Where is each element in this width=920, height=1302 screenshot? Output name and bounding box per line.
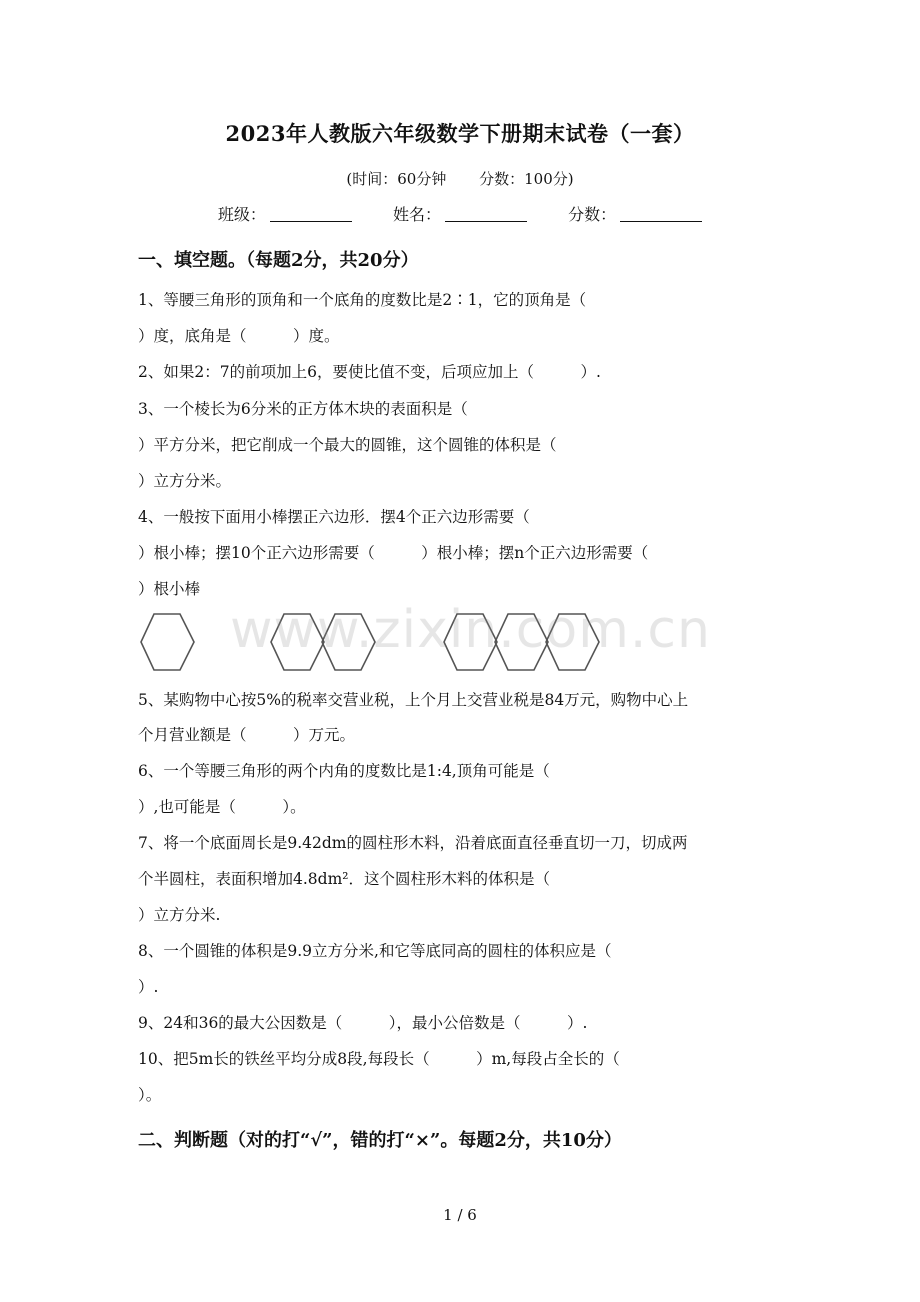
hexagon-1 [141,614,194,670]
watermark: www.zixin.com.cn [230,600,711,660]
question-line: 10、把5m长的铁丝平均分成8段,每段长（ ）m,每段占全长的（ [138,1050,620,1068]
question-line: ）根小棒；摆10个正六边形需要（ ）根小棒；摆n个正六边形需要（ [138,544,649,562]
section-heading-true-false: 二、判断题（对的打“√”，错的打“×”。每题2分，共10分） [138,1130,622,1151]
question-line: 4、一般按下面用小棒摆正六边形．摆4个正六边形需要（ [138,508,530,526]
exam-total-score: 分数：100分) [479,170,574,188]
question-line: ）立方分米. [138,906,221,924]
question-line: ）立方分米。 [138,472,232,490]
question-line: 3、一个棱长为6分米的正方体木块的表面积是（ [138,400,468,418]
name-field: 姓名： [393,202,527,225]
class-blank [270,221,352,222]
class-field: 班级： [218,202,352,225]
question-line: 个月营业额是（ ）万元。 [138,726,356,744]
score-blank [620,221,702,222]
exam-time: (时间：60分钟 [346,170,447,188]
question-line: ）平方分米，把它削成一个最大的圆锥，这个圆锥的体积是（ [138,436,557,454]
score-field: 分数： [568,202,702,225]
page-title: 2023年人教版六年级数学下册期末试卷（一套） [225,121,695,146]
question-line: ）。 [138,1086,162,1104]
question-line: 6、一个等腰三角形的两个内角的度数比是1:4,顶角可能是（ [138,762,550,780]
question-line: ）. [138,978,159,996]
question-line: 5、某购物中心按5%的税率交营业税，上个月上交营业税是84万元，购物中心上 [138,691,689,709]
student-info [0,202,920,225]
exam-meta [0,168,920,189]
question-line: 8、一个圆锥的体积是9.9立方分米,和它等底同高的圆柱的体积应是（ [138,942,612,960]
question-line: ）根小棒 [138,580,201,598]
question-line: 7、将一个底面周长是9.42dm的圆柱形木料，沿着底面直径垂直切一刀，切成两 [138,834,688,852]
section-heading-fill-blank: 一、填空题。（每题2分，共20分） [138,250,419,271]
name-blank [445,221,527,222]
question-line: ）度，底角是（ ）度。 [138,327,340,345]
question-line: ）,也可能是（ ）。 [138,798,306,816]
page-number: 1 / 6 [443,1206,477,1224]
question-line: 9、24和36的最大公因数是（ ），最小公倍数是（ ）. [138,1014,588,1032]
question-line: 1、等腰三角形的顶角和一个底角的度数比是2∶1，它的顶角是（ [138,291,587,309]
question-line: 个半圆柱，表面积增加4.8dm²．这个圆柱形木料的体积是（ [138,870,550,888]
question-line: 2、如果2：7的前项加上6，要使比值不变，后项应加上（ ）. [138,363,601,381]
